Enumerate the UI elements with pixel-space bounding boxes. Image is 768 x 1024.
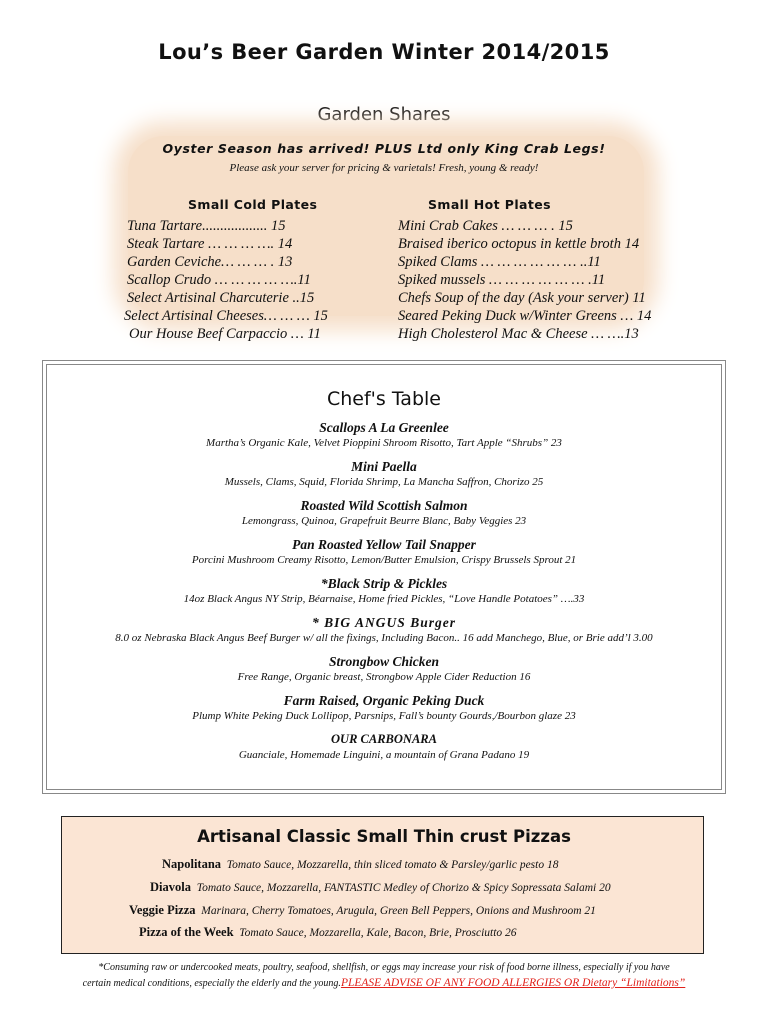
garden-shares-title: Garden Shares	[317, 104, 451, 125]
dish-description: 14oz Black Angus NY Strip, Béarnaise, Home fried Pickles, “Love Handle Potatoes” ….33	[183, 593, 585, 605]
dish-description: Martha’s Organic Kale, Velvet Pioppini Shroom Risotto, Tart Apple “Shrubs” 23	[206, 437, 562, 449]
oyster-announcement: Oyster Season has arrived! PLUS Ltd only King Crab Legs!	[162, 141, 606, 156]
oyster-announcement-sub: Please ask your server for pricing & varietals! Fresh, young & ready!	[229, 162, 539, 174]
cold-plate-item: Tuna Tartare.................. 15	[127, 218, 286, 234]
cold-plate-item: Our House Beef Carpaccio … 11	[129, 326, 321, 342]
page-title: Lou’s Beer Garden Winter 2014/2015	[158, 40, 610, 64]
pizza-name: Napolitana	[162, 857, 222, 871]
hot-plate-item: Chefs Soup of the day (Ask your server) 11	[398, 290, 646, 306]
dish-description: Plump White Peking Duck Lollipop, Parsnips, Fall’s bounty Gourds,/Bourbon glaze 23	[192, 710, 576, 722]
disclaimer-text: certain medical conditions, especially the elderly and the young.	[82, 978, 341, 989]
hot-plate-item: Mini Crab Cakes … … … . 15	[398, 218, 573, 234]
dish-name: *Black Strip & Pickles	[320, 576, 448, 591]
dish-description: Free Range, Organic breast, Strongbow Apple Cider Reduction 16	[237, 671, 531, 683]
food-safety-disclaimer: *Consuming raw or undercooked meats, poultry, seafood, shellfish, or eggs may increase your risk of food borne illness, especially if you have	[98, 962, 670, 973]
allergy-warning: PLEASE ADVISE OF ANY FOOD ALLERGIES OR Dietary “Limitations”	[340, 977, 686, 989]
dish-description: 8.0 oz Nebraska Black Angus Beef Burger w/ all the fixings, Including Bacon.. 16 add Manchego, Blue, or Brie add’l 3.00	[115, 632, 653, 644]
pizza-name: Diavola	[150, 880, 191, 894]
hot-plate-item: Spiked Clams … … … … … … ..11	[398, 254, 601, 270]
chefs-table-title: Chef's Table	[327, 388, 441, 410]
dish-name: Mini Paella	[351, 459, 417, 474]
dish-name: Pan Roasted Yellow Tail Snapper	[292, 537, 476, 552]
dish-name: OUR CARBONARA	[331, 732, 437, 746]
hot-plate-item: High Cholesterol Mac & Cheese … ….13	[398, 326, 639, 342]
pizza-item	[150, 880, 611, 895]
pizza-name: Pizza of the Week	[139, 925, 234, 939]
pizza-item	[139, 925, 517, 940]
dish-name: Strongbow Chicken	[329, 654, 439, 669]
cold-plate-item: Steak Tartare … … … …. 14	[127, 236, 293, 252]
hot-plate-item: Spiked mussels … … … … … … .11	[398, 272, 606, 288]
dish-description: Porcini Mushroom Creamy Risotto, Lemon/Butter Emulsion, Crispy Brussels Sprout 21	[191, 554, 577, 566]
dish-name: Farm Raised, Organic Peking Duck	[283, 693, 485, 708]
pizza-item	[129, 903, 596, 918]
food-safety-disclaimer-line2	[0, 977, 768, 989]
pizza-item	[162, 857, 558, 872]
cold-plate-item: Garden Ceviche… … … . 13	[127, 254, 293, 270]
cold-plate-item: Select Artisinal Cheeses… … … 15	[124, 308, 328, 324]
cold-plate-item: Select Artisinal Charcuterie ..15	[127, 290, 315, 306]
hot-plate-item: Braised iberico octopus in kettle broth 14	[398, 236, 640, 252]
dish-description: Lemongrass, Quinoa, Grapefruit Beurre Blanc, Baby Veggies 23	[241, 515, 527, 527]
pizza-description: Tomato Sauce, Mozzarella, FANTASTIC Medley of Chorizo & Spicy Sopressata Salami 20	[196, 882, 611, 894]
dish-description: Guanciale, Homemade Linguini, a mountain of Grana Padano 19	[238, 749, 530, 761]
pizza-description: Tomato Sauce, Mozzarella, thin sliced tomato & Parsley/garlic pesto 18	[226, 859, 559, 871]
hot-plate-item: Seared Peking Duck w/Winter Greens … 14	[398, 308, 652, 324]
dish-name: * BIG ANGUS Burger	[312, 615, 456, 630]
dish-description: Mussels, Clams, Squid, Florida Shrimp, La Mancha Saffron, Chorizo 25	[224, 476, 544, 488]
pizza-name: Veggie Pizza	[129, 903, 196, 917]
pizza-description: Tomato Sauce, Mozzarella, Kale, Bacon, Brie, Prosciutto 26	[239, 927, 517, 939]
pizza-description: Marinara, Cherry Tomatoes, Arugula, Green Bell Peppers, Onions and Mushroom 21	[201, 905, 596, 917]
dish-name: Roasted Wild Scottish Salmon	[300, 498, 468, 513]
hot-plates-heading: Small Hot Plates	[428, 197, 551, 212]
cold-plates-heading: Small Cold Plates	[188, 197, 318, 212]
pizza-section-title: Artisanal Classic Small Thin crust Pizzas	[197, 827, 571, 846]
dish-name: Scallops A La Greenlee	[319, 420, 449, 435]
cold-plate-item: Scallop Crudo … … … … ….11	[127, 272, 311, 288]
